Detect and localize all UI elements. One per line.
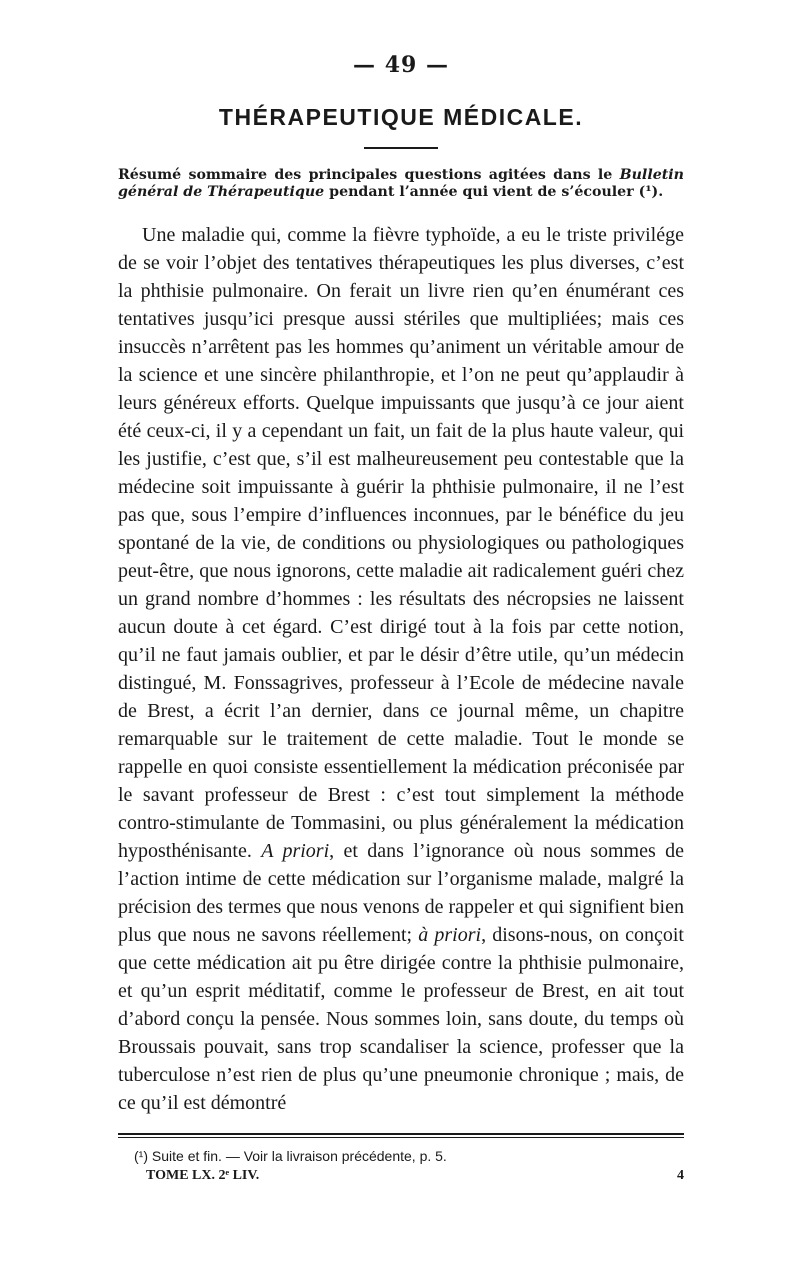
footnote-text: Suite et fin. — Voir la livraison précédente, p. 5. [148,1148,447,1164]
footnote-marker: (¹) [134,1148,148,1164]
sheet-number: 4 [677,1168,684,1183]
a-priori-2: à priori [418,924,482,946]
footnote-divider [118,1133,684,1135]
summary-prefix: Résumé sommaire des principales questions agitées dans le [118,167,620,183]
journal-name: Bulletin général de Thérapeutique [118,167,684,200]
body-part-3: , disons-nous, on conçoit que cette médication ait pu être dirigée contre la phthisie pulmonaire, et qu’un esprit méditatif, comme le professeur de Brest, en ait tout d’abord conçu la pensée. Nous sommes loin, sans doute, du temps où Broussais pouvait, sans trop scandaliser la science, professer que la tuberculose n’est rien de plus qu’une pneumonie chronique ; mais, de ce qu’il est démontré [118,924,684,1114]
article-summary [118,167,684,201]
body-part-2: , et dans l’ignorance où nous sommes de l’action intime de cette médication sur l’organisme malade, malgré la précision des termes que nous venons de rappeler et qui signifient bien plus que nous ne savons réellement; [118,840,685,946]
paragraph [118,221,684,1117]
footnote [134,1148,684,1164]
summary-suffix: pendant l’année qui vient de s’écouler [324,184,634,200]
a-priori-1: A priori [261,840,330,862]
tome-label: TOME LX. 2ᵉ LIV. [146,1168,260,1183]
book-page [118,52,684,1184]
footnote-divider-thin [118,1137,684,1138]
title-divider [364,147,438,149]
footnote-reference: (¹). [638,184,664,200]
page-title: THÉRAPEUTIQUE MÉDICALE. [218,104,584,130]
body-text [118,221,684,1117]
body-part-1: Une maladie qui, comme la fièvre typhoïde, a eu le triste privilége de se voir l’objet des tentatives thérapeutiques les plus diverses, c’est la phthisie pulmonaire. On ferait un livre rien qu’en énumérant ces tentatives jusqu’ici presque aussi stériles que multipliées; mais ces insuccès n’arrêtent pas les hommes qu’animent un véritable amour de la science et une sincère philanthropie, et l’on ne peut qu’applaudir à leurs généreux efforts. Quelque impuissants que jusqu’à ce jour aient été ceux-ci, il y a cependant un fait, un fait de la plus haute valeur, qui les justifie, c’est que, s’il est malheureusement peu contestable que la médecine soit impuissante à guérir la phthisie pulmonaire, il ne l’est pas que, sous l’empire d’influences inconnues, par le bénéfice du jeu spontané de la vie, de conditions ou physiologiques ou pathologiques peut-être, que nous ignorons, cette maladie ait radicalement guéri chez un grand nombre d’hommes : les résultats des nécropsies ne laissent aucun doute à cet égard. C’est dirigé tout à la fois par cette notion, qu’il ne faut jamais oublier, et par le désir d’être utile, qu’un médecin distingué, M. Fonssagrives, professeur à l’Ecole de médecine navale de Brest, a écrit l’an dernier, dans ce journal même, un chapitre remarquable sur le traitement de cette maladie. Tout le monde se rappelle en quoi consiste essentiellement la médication préconisée par le savant professeur de Brest : c’est tout simplement la méthode contro-stimulante de Tommasini, ou plus généralement la médication hyposthénisante. [118,224,684,862]
signature-line [146,1168,684,1184]
page-number: — 49 — [353,52,449,78]
